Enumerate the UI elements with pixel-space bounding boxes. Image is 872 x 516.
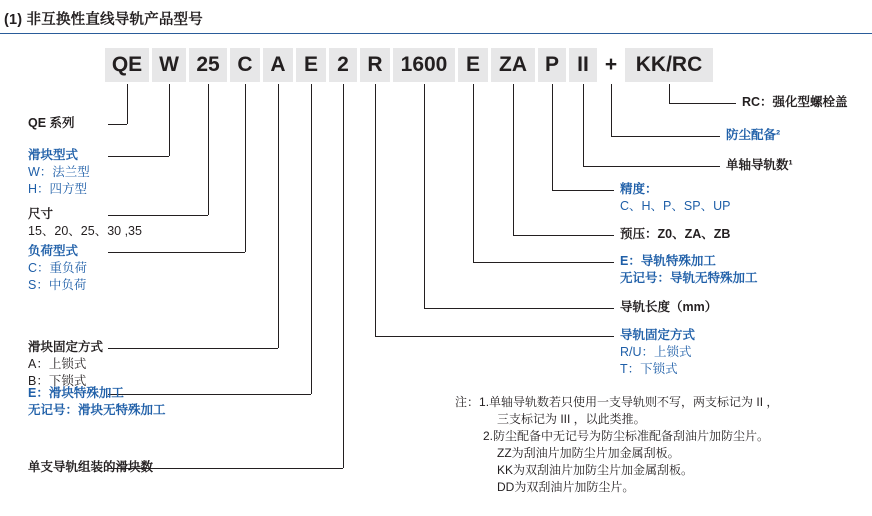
left-stem-2 bbox=[208, 84, 209, 215]
right-stem-7 bbox=[375, 84, 376, 336]
left-label-0 bbox=[28, 115, 75, 132]
code-segment-7: R bbox=[360, 48, 390, 82]
left-connector-4 bbox=[108, 348, 278, 349]
code-segment-2: 25 bbox=[189, 48, 227, 82]
left-label-4-line-0: 滑块固定方式 bbox=[28, 340, 104, 354]
right-label-0 bbox=[742, 94, 848, 111]
left-label-2-line-0: 尺寸 bbox=[28, 207, 54, 221]
right-label-1-line-0: 防尘配备² bbox=[726, 128, 781, 142]
code-segment-4: A bbox=[263, 48, 293, 82]
right-label-7-line-2: T：下锁式 bbox=[620, 362, 678, 376]
right-label-4-line-0: 预压：Z0、ZA、ZB bbox=[620, 227, 731, 241]
code-segment-5: E bbox=[296, 48, 326, 82]
footnote-label: 注： bbox=[455, 395, 480, 409]
right-label-7-line-1: R/U：上锁式 bbox=[620, 345, 692, 359]
left-label-5-line-0: E：滑块特殊加工 bbox=[28, 386, 124, 400]
left-label-1-line-0: 滑块型式 bbox=[28, 148, 79, 162]
left-label-3-line-0: 负荷型式 bbox=[28, 244, 79, 258]
left-stem-3 bbox=[245, 84, 246, 252]
left-label-6 bbox=[28, 459, 153, 476]
left-label-6-line-0: 单支导轨组装的滑块数 bbox=[28, 460, 154, 474]
right-connector-2 bbox=[583, 166, 720, 167]
left-label-2 bbox=[28, 206, 142, 240]
right-label-3-line-1: C、H、P、SP、UP bbox=[620, 199, 731, 213]
left-label-5-line-1: 无记号：滑块无特殊加工 bbox=[28, 403, 166, 417]
code-segment-0: QE bbox=[105, 48, 149, 82]
code-segment-10: ZA bbox=[491, 48, 535, 82]
left-stem-5 bbox=[311, 84, 312, 394]
right-label-1 bbox=[726, 127, 780, 144]
right-label-7 bbox=[620, 327, 695, 378]
right-stem-5 bbox=[473, 84, 474, 262]
right-stem-1 bbox=[611, 84, 612, 136]
right-connector-4 bbox=[513, 235, 614, 236]
title-divider bbox=[0, 33, 872, 34]
left-label-4-line-1: A：上锁式 bbox=[28, 357, 87, 371]
right-label-5 bbox=[620, 253, 758, 287]
footnote-item-4: KK为双刮油片加防尘片加金属刮板。 bbox=[497, 463, 694, 477]
right-stem-2 bbox=[583, 84, 584, 166]
right-label-3 bbox=[620, 181, 730, 215]
right-label-0-line-0: RC：强化型螺栓盖 bbox=[742, 95, 848, 109]
footnote-item-5: DD为双刮油片加防尘片。 bbox=[497, 480, 635, 494]
right-label-4 bbox=[620, 226, 730, 243]
left-stem-6 bbox=[343, 84, 344, 468]
code-segment-14: KK/RC bbox=[625, 48, 713, 82]
right-label-5-line-0: E：导轨特殊加工 bbox=[620, 254, 716, 268]
footnote-item-0: 1.单轴导轨数若只使用一支导轨则不写，两支标记为 II ， bbox=[479, 395, 779, 409]
code-segment-8: 1600 bbox=[393, 48, 455, 82]
code-segment-1: W bbox=[152, 48, 186, 82]
left-label-3-line-2: S：中负荷 bbox=[28, 278, 87, 292]
right-connector-6 bbox=[424, 308, 614, 309]
model-code-row bbox=[105, 48, 716, 82]
footnote-item-3: ZZ为刮油片加防尘片加金属刮板。 bbox=[497, 446, 680, 460]
right-connector-7 bbox=[375, 336, 614, 337]
left-label-2-line-1: 15、20、25、30 ,35 bbox=[28, 224, 142, 238]
right-connector-3 bbox=[552, 190, 614, 191]
left-connector-1 bbox=[108, 156, 169, 157]
left-label-5 bbox=[28, 385, 166, 419]
left-label-0-line-0: QE 系列 bbox=[28, 116, 75, 130]
footnotes bbox=[455, 394, 778, 496]
right-stem-6 bbox=[424, 84, 425, 308]
left-connector-0 bbox=[108, 124, 127, 125]
left-stem-4 bbox=[278, 84, 279, 348]
left-label-1 bbox=[28, 147, 90, 198]
code-segment-9: E bbox=[458, 48, 488, 82]
right-label-6 bbox=[620, 299, 717, 316]
left-label-3-line-1: C：重负荷 bbox=[28, 261, 88, 275]
right-label-6-line-0: 导轨长度（mm） bbox=[620, 300, 718, 314]
left-label-4 bbox=[28, 339, 103, 390]
right-label-7-line-0: 导轨固定方式 bbox=[620, 328, 696, 342]
right-stem-4 bbox=[513, 84, 514, 235]
footnote-item-1: 三支标记为 III ，以此类推。 bbox=[497, 412, 646, 426]
footnote-item-2: 2.防尘配备中无记号为防尘标准配备刮油片加防尘片。 bbox=[483, 429, 770, 443]
code-segment-13: + bbox=[604, 53, 618, 76]
right-label-3-line-0: 精度： bbox=[620, 182, 658, 196]
code-segment-3: C bbox=[230, 48, 260, 82]
right-connector-0 bbox=[669, 103, 736, 104]
page-title: (1) 非互换性直线导轨产品型号 bbox=[4, 12, 203, 28]
code-segment-12: II bbox=[569, 48, 597, 82]
right-stem-0 bbox=[669, 84, 670, 103]
code-segment-11: P bbox=[538, 48, 566, 82]
footnote-header-row bbox=[455, 394, 778, 411]
code-segment-6: 2 bbox=[329, 48, 357, 82]
right-connector-1 bbox=[611, 136, 720, 137]
left-connector-3 bbox=[108, 252, 245, 253]
left-label-4-line-2: B：下锁式 bbox=[28, 374, 87, 388]
right-stem-3 bbox=[552, 84, 553, 190]
left-stem-0 bbox=[127, 84, 128, 124]
left-label-1-line-1: W：法兰型 bbox=[28, 165, 90, 179]
right-label-2-line-0: 单轴导轨数¹ bbox=[726, 158, 793, 172]
left-label-3 bbox=[28, 243, 87, 294]
right-label-5-line-1: 无记号：导轨无特殊加工 bbox=[620, 271, 758, 285]
left-label-1-line-2: H：四方型 bbox=[28, 182, 88, 196]
left-stem-1 bbox=[169, 84, 170, 156]
right-connector-5 bbox=[473, 262, 614, 263]
right-label-2 bbox=[726, 157, 793, 174]
